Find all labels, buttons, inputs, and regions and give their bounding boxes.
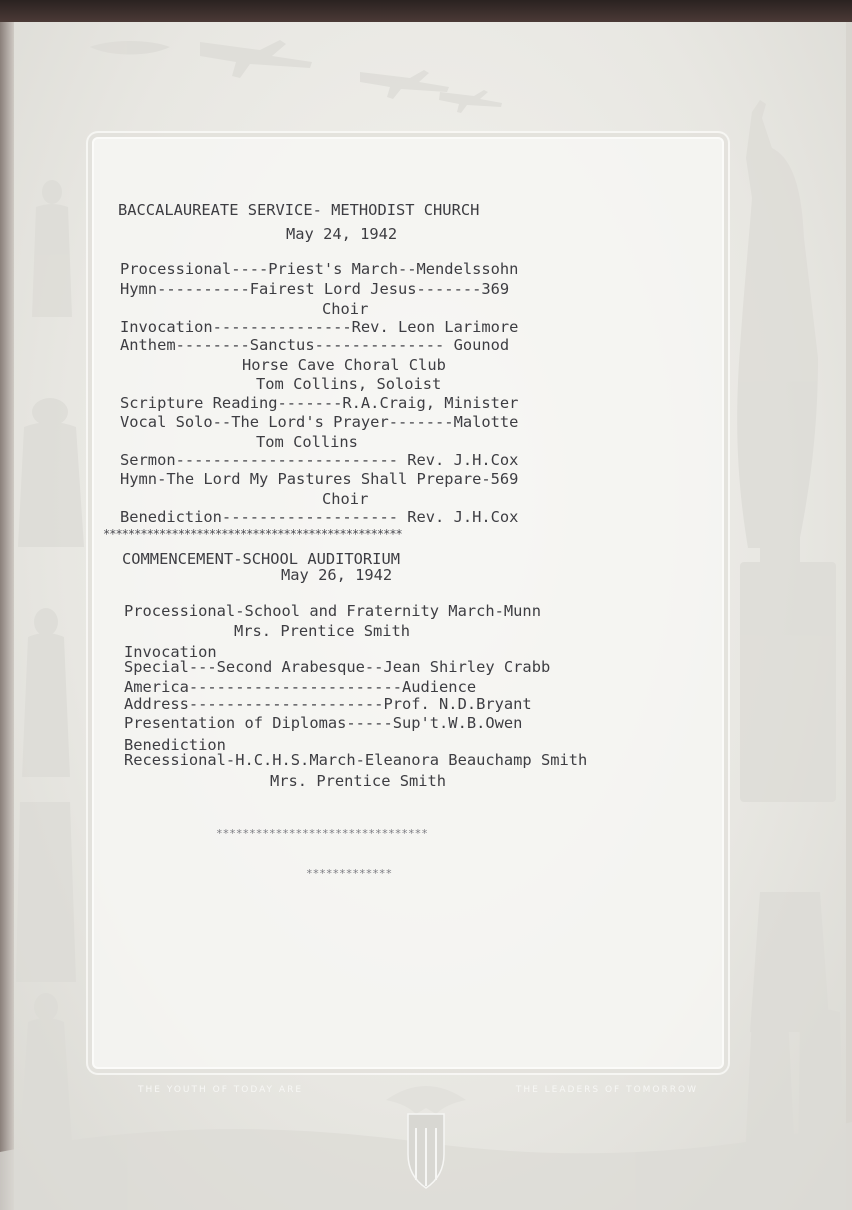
commencement-heading: COMMENCEMENT-SCHOOL AUDITORIUM bbox=[122, 550, 400, 568]
motto-right: THE LEADERS OF TOMORROW bbox=[515, 1085, 698, 1095]
program-line: Anthem--------Sanctus-------------- Gounod bbox=[120, 336, 510, 354]
program-line: Special---Second Arabesque--Jean Shirley Crabb bbox=[124, 658, 551, 676]
closing-stars-long: ******************************** bbox=[216, 827, 428, 840]
program-line: Mrs. Prentice Smith bbox=[270, 772, 447, 790]
program-line: Benediction bbox=[124, 736, 226, 754]
program-line: Vocal Solo--The Lord's Prayer-------Malotte bbox=[120, 413, 519, 431]
program-line: Invocation bbox=[124, 643, 217, 661]
motto-left: THE YOUTH OF TODAY ARE bbox=[138, 1085, 304, 1095]
program-line: Address---------------------Prof. N.D.Bryant bbox=[124, 695, 532, 713]
baccalaureate-heading: BACCALAUREATE SERVICE- METHODIST CHURCH bbox=[118, 201, 480, 219]
program-line: Choir bbox=[322, 490, 369, 508]
program-line: America-----------------------Audience bbox=[124, 678, 477, 696]
program-line: Horse Cave Choral Club bbox=[242, 356, 446, 374]
program-line: Hymn----------Fairest Lord Jesus-------369 bbox=[120, 280, 510, 298]
program-line: Hymn-The Lord My Pastures Shall Prepare-569 bbox=[120, 470, 519, 488]
star-separator: ************************************************ bbox=[103, 527, 402, 541]
commencement-date: May 26, 1942 bbox=[281, 566, 393, 584]
program-line: Tom Collins bbox=[256, 433, 358, 451]
program-line: Benediction------------------- Rev. J.H.Cox bbox=[120, 508, 519, 526]
program-line: Processional----Priest's March--Mendelssohn bbox=[120, 260, 519, 278]
program-line: Choir bbox=[322, 300, 369, 318]
closing-stars-short: ************* bbox=[306, 867, 393, 880]
program-line: Processional-School and Fraternity March-Munn bbox=[124, 602, 541, 620]
program-line: Sermon------------------------ Rev. J.H.Cox bbox=[120, 451, 519, 469]
program-line: Presentation of Diplomas-----Sup't.W.B.Owen bbox=[124, 714, 523, 732]
program-line: Mrs. Prentice Smith bbox=[234, 622, 411, 640]
baccalaureate-date: May 24, 1942 bbox=[286, 225, 398, 243]
program-line: Recessional-H.C.H.S.March-Eleanora Beauchamp Smith bbox=[124, 751, 588, 769]
program-line: Scripture Reading-------R.A.Craig, Minister bbox=[120, 394, 519, 412]
program-line: Invocation---------------Rev. Leon Larimore bbox=[120, 318, 519, 336]
program-line: Tom Collins, Soloist bbox=[256, 375, 442, 393]
